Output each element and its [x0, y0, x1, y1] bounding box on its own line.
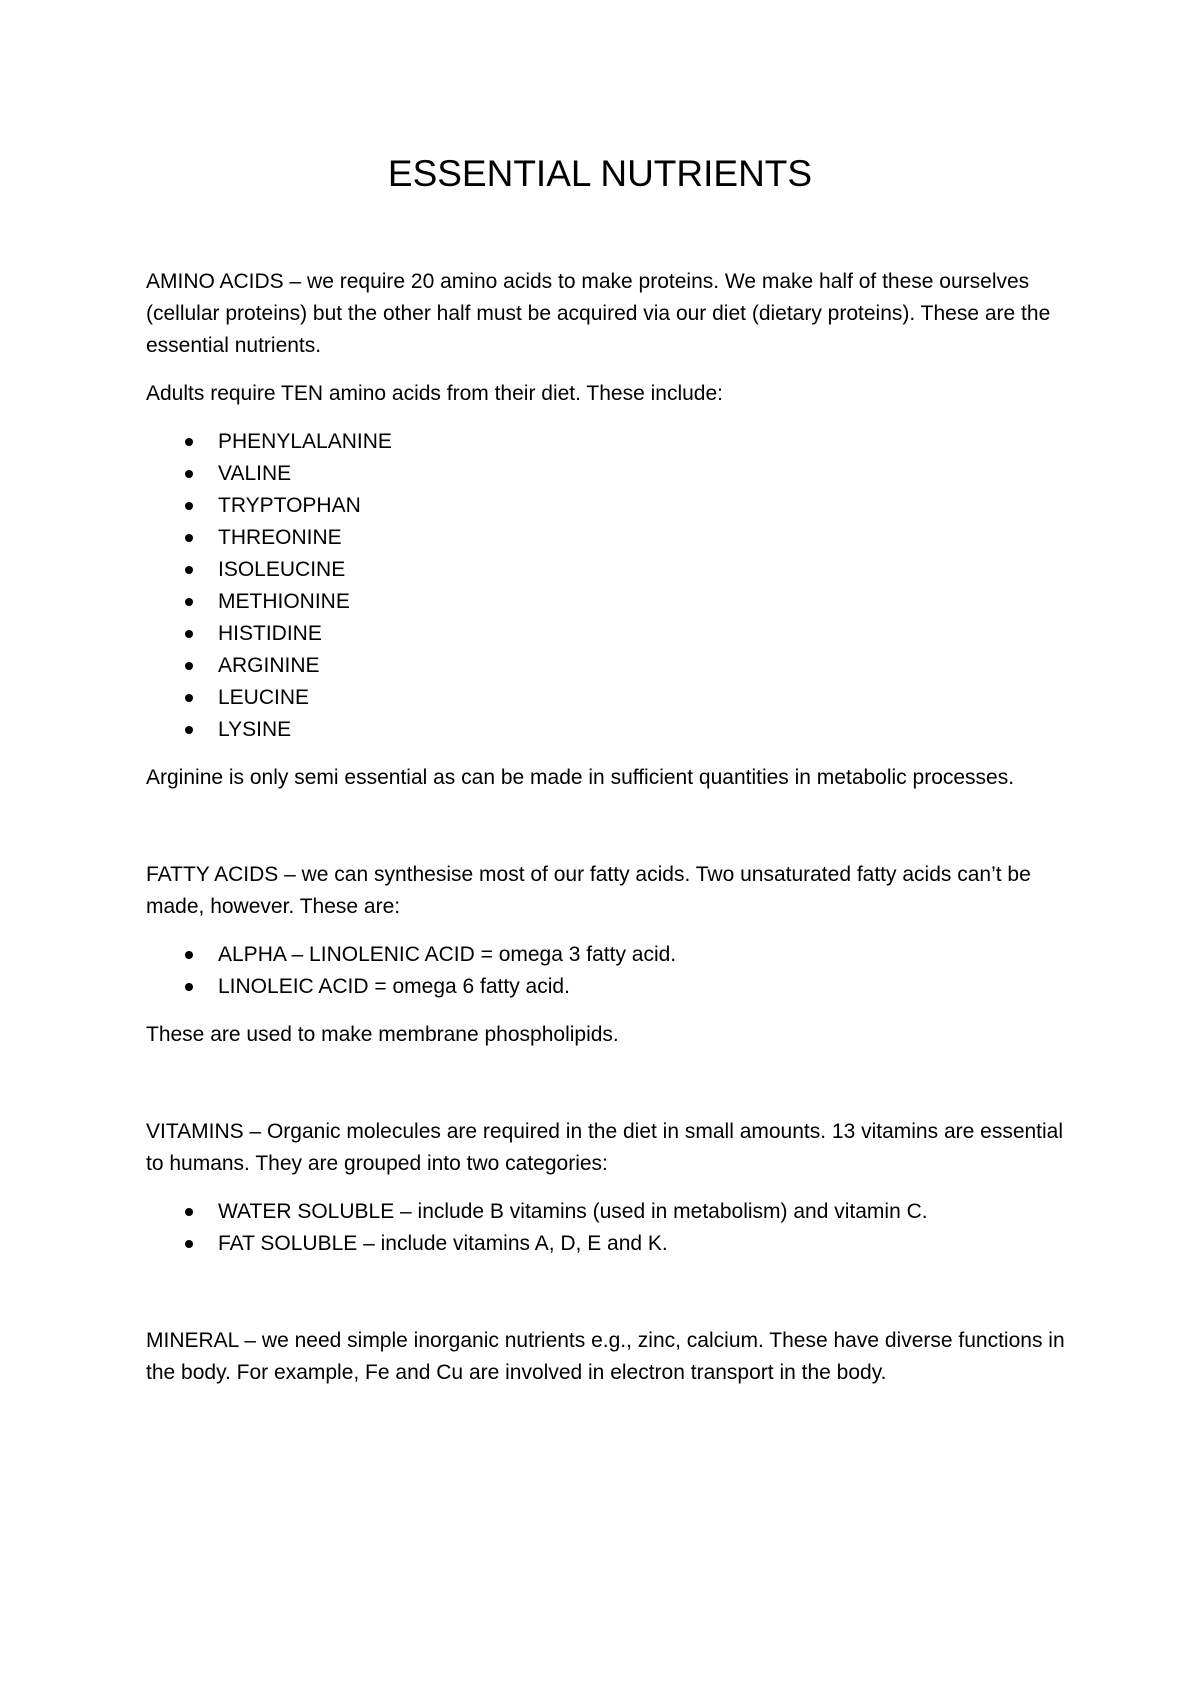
list-item-text: FAT SOLUBLE – include vitamins A, D, E and K.: [218, 1232, 668, 1255]
list-item: [146, 714, 1076, 746]
list-item-text: LINOLEIC ACID = omega 6 fatty acid.: [218, 975, 570, 998]
list-item-text: PHENYLALANINE: [218, 430, 392, 453]
bullet-icon: [185, 726, 193, 734]
amino-acids-list: [146, 426, 1076, 746]
mineral-intro: MINERAL – we need simple inorganic nutrients e.g., zinc, calcium. These have diverse functions in the body. For example, Fe and Cu are involved in electron transport in the body.: [146, 1329, 1065, 1384]
section-spacer: [146, 810, 1076, 859]
list-item: [146, 522, 1076, 554]
bullet-icon: [185, 694, 193, 702]
amino-acids-intro: AMINO ACIDS – we require 20 amino acids to make proteins. We make half of these ourselves (cellular proteins) but the other half must be acquired via our diet (dietary proteins). These are the essential nutrients.: [146, 270, 1051, 357]
list-item: [146, 458, 1076, 490]
fatty-acids-list: [146, 939, 1076, 1003]
list-item-text: VALINE: [218, 462, 292, 485]
document-body: [146, 266, 1076, 1405]
list-item: [146, 426, 1076, 458]
bullet-icon: [185, 662, 193, 670]
fatty-acids-note: These are used to make membrane phospholipids.: [146, 1023, 619, 1046]
bullet-icon: [185, 1240, 193, 1248]
bullet-icon: [185, 470, 193, 478]
fatty-acids-intro: FATTY ACIDS – we can synthesise most of our fatty acids. Two unsaturated fatty acids can’t be made, however. These are:: [146, 863, 1031, 918]
list-item-text: TRYPTOPHAN: [218, 494, 361, 517]
list-item: [146, 939, 1076, 971]
list-item-text: ARGININE: [218, 654, 320, 677]
bullet-icon: [185, 983, 193, 991]
list-item-text: HISTIDINE: [218, 622, 322, 645]
amino-acids-lead: Adults require TEN amino acids from their diet. These include:: [146, 382, 723, 405]
bullet-icon: [185, 534, 193, 542]
list-item: [146, 1228, 1076, 1260]
list-item-text: METHIONINE: [218, 590, 350, 613]
bullet-icon: [185, 438, 193, 446]
vitamins-list: [146, 1196, 1076, 1260]
list-item-text: LYSINE: [218, 718, 292, 741]
vitamins-intro: VITAMINS – Organic molecules are required in the diet in small amounts. 13 vitamins are essential to humans. They are grouped into two categories:: [146, 1120, 1064, 1175]
page-title: ESSENTIAL NUTRIENTS: [387, 153, 813, 194]
list-item: [146, 1196, 1076, 1228]
section-spacer: [146, 1276, 1076, 1325]
list-item: [146, 490, 1076, 522]
bullet-icon: [185, 598, 193, 606]
bullet-icon: [185, 951, 193, 959]
list-item-text: THREONINE: [218, 526, 342, 549]
list-item-text: ISOLEUCINE: [218, 558, 346, 581]
list-item-text: LEUCINE: [218, 686, 310, 709]
mineral-section: [146, 1325, 1076, 1389]
bullet-icon: [185, 1208, 193, 1216]
list-item: [146, 586, 1076, 618]
list-item: [146, 618, 1076, 650]
list-item: [146, 650, 1076, 682]
list-item-text: ALPHA – LINOLENIC ACID = omega 3 fatty acid.: [218, 943, 677, 966]
list-item-text: WATER SOLUBLE – include B vitamins (used in metabolism) and vitamin C.: [218, 1200, 928, 1223]
list-item: [146, 554, 1076, 586]
amino-acids-section: [146, 266, 1076, 794]
vitamins-section: [146, 1116, 1076, 1260]
list-item: [146, 682, 1076, 714]
section-spacer: [146, 1067, 1076, 1116]
bullet-icon: [185, 502, 193, 510]
bullet-icon: [185, 630, 193, 638]
list-item: [146, 971, 1076, 1003]
fatty-acids-section: [146, 859, 1076, 1051]
bullet-icon: [185, 566, 193, 574]
amino-acids-note: Arginine is only semi essential as can be made in sufficient quantities in metabolic processes.: [146, 766, 1015, 789]
